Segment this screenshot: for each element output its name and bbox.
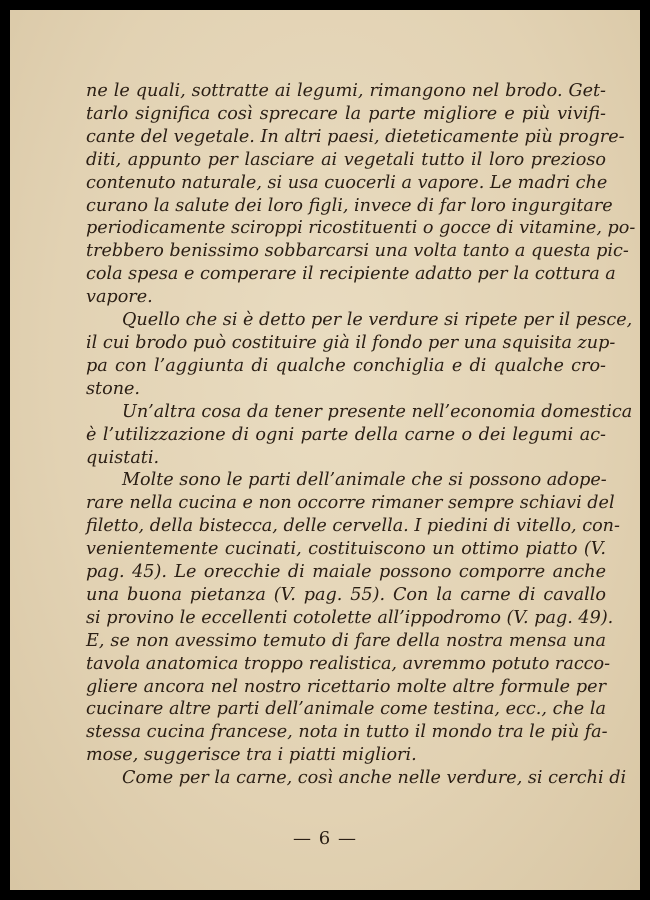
paragraph-start-line: Un’altra cosa da tener presente nell’economia domestica xyxy=(122,401,633,422)
text-line: E, se non avessimo temuto di fare della nostra mensa una xyxy=(86,630,606,651)
text-line: una buona pietanza (V. pag. 55). Con la carne di cavallo xyxy=(86,584,606,605)
text-line: cucinare altre parti dell’animale come testina, ecc., che la xyxy=(86,699,606,720)
text-line: si provino le eccellenti cotolette all’ippodromo (V. pag. 49). xyxy=(86,607,614,628)
text-line: stessa cucina francese, nota in tutto il mondo tra le più fa- xyxy=(86,722,608,743)
page-number: — 6 — xyxy=(293,828,357,849)
body-text xyxy=(86,80,636,790)
text-line: ne le quali, sottratte ai legumi, rimangono nel brodo. Get- xyxy=(86,81,606,101)
text-line: tavola anatomica troppo realistica, avremmo potuto racco- xyxy=(86,653,611,674)
text-line: è l’utilizzazione di ogni parte della carne o dei legumi ac- xyxy=(86,424,606,445)
text-line: periodicamente sciroppi ricostituenti o gocce di vitamine, po- xyxy=(86,218,636,239)
text-line: vapore. xyxy=(86,287,153,308)
paragraph-start-line: Quello che si è detto per le verdure si ripete per il pesce, xyxy=(122,310,633,331)
text-line: venientemente cucinati, costituiscono un ottimo piatto (V. xyxy=(86,539,606,560)
text-line: gliere ancora nel nostro ricettario molte altre formule per xyxy=(86,676,606,697)
text-line: rare nella cucina e non occorre rimaner sempre schiavi del xyxy=(86,493,615,514)
paragraph-start-line: Come per la carne, così anche nelle verdure, si cerchi di xyxy=(122,768,627,789)
text-line: mose, suggerisce tra i piatti migliori. xyxy=(86,745,417,766)
text-line: curano la salute dei loro figli, invece di far loro ingurgitare xyxy=(86,195,613,216)
text-line: contenuto naturale, si usa cuocerli a vapore. Le madri che xyxy=(86,172,608,193)
text-line: diti, appunto per lasciare ai vegetali tutto il loro prezioso xyxy=(86,149,606,170)
text-line: quistati. xyxy=(86,447,160,468)
text-line: tarlo significa così sprecare la parte migliore e più vivifi- xyxy=(86,103,606,124)
paragraph-start-line: Molte sono le parti dell’animale che si possono adope- xyxy=(122,470,607,491)
book-page xyxy=(10,10,640,890)
text-line: pag. 45). Le orecchie di maiale possono comporre anche xyxy=(86,562,606,583)
text-line: il cui brodo può costituire già il fondo per una squisita zup- xyxy=(86,332,616,353)
text-line: cante del vegetale. In altri paesi, dieteticamente più progre- xyxy=(86,126,625,147)
text-line: cola spesa e comperare il recipiente adatto per la cottura a xyxy=(86,264,616,285)
text-line: stone. xyxy=(86,378,141,399)
text-line: pa con l’aggiunta di qualche conchiglia e di qualche cro- xyxy=(86,355,606,376)
text-line: filetto, della bistecca, delle cervella. I piedini di vitello, con- xyxy=(86,516,620,537)
text-line: trebbero benissimo sobbarcarsi una volta tanto a questa pic- xyxy=(86,241,629,262)
